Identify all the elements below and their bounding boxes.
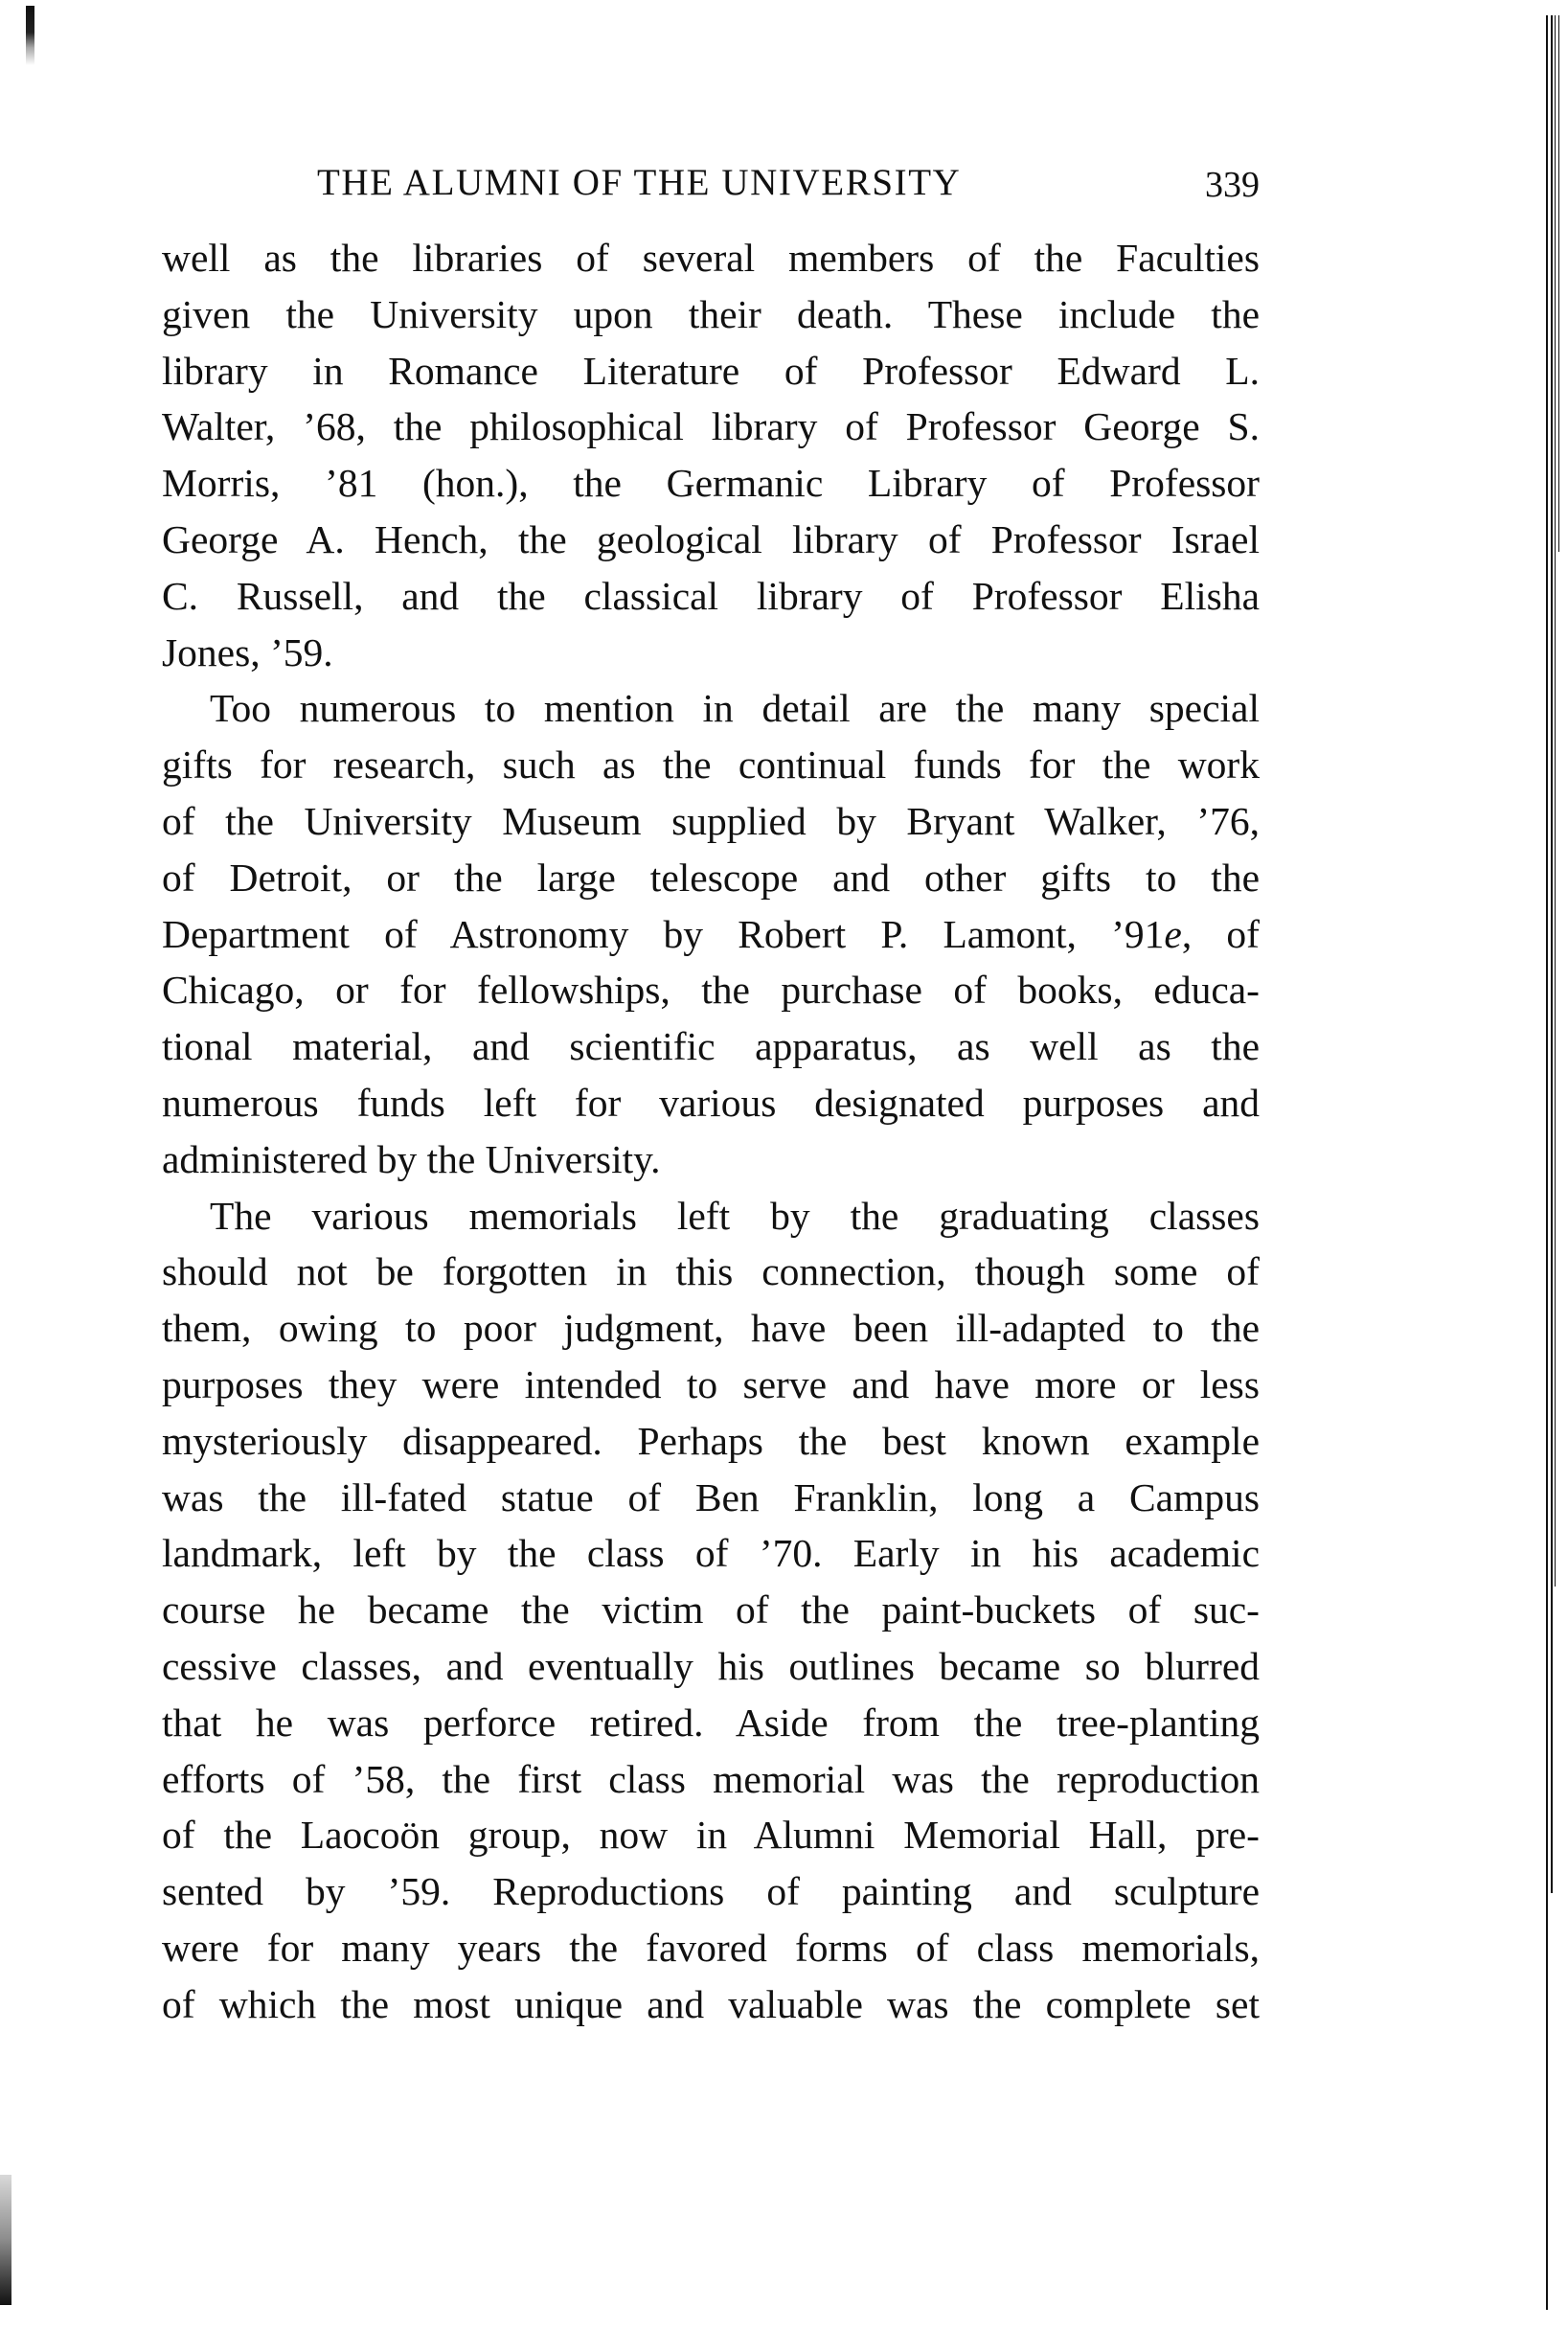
text-line: George A. Hench, the geological library of Professor Israel <box>162 516 1260 561</box>
text-line: efforts of ’58, the first class memorial was the reproduction <box>162 1756 1260 1801</box>
running-header-title: THE ALUMNI OF THE UNIVERSITY <box>317 162 962 203</box>
text-line: them, owing to poor judgment, have been ill-adapted to the <box>162 1306 1260 1351</box>
text-line: cessive classes, and eventually his outlines became so blurred <box>162 1643 1260 1688</box>
text-line: mysteriously disappeared. Perhaps the best known example <box>162 1418 1260 1463</box>
text-line: of the University Museum supplied by Bryant Walker, ’76, <box>162 798 1260 843</box>
text-line-part: Department of Astronomy by Robert P. Lamont, ’91 <box>162 911 1165 956</box>
text-line: well as the libraries of several members of the Faculties <box>162 236 1260 280</box>
text-line: Walter, ’68, the philosophical library of Professor George S. <box>162 404 1260 449</box>
page-number: 339 <box>1205 165 1260 205</box>
paragraph <box>162 1188 1260 2033</box>
text-line-part: , of <box>1181 911 1260 956</box>
text-line: should not be forgotten in this connection, though some of <box>162 1249 1260 1294</box>
scan-edge-artifact-top <box>26 6 34 65</box>
text-line: of which the most unique and valuable was the complete set <box>162 1981 1260 2026</box>
text-line: The various memorials left by the graduating classes <box>210 1193 1260 1238</box>
text-line: administered by the University. <box>162 1136 661 1181</box>
text-line: library in Romance Literature of Professor Edward L. <box>162 348 1260 393</box>
text-line: was the ill-fated statue of Ben Franklin, long a Campus <box>162 1474 1260 1519</box>
text-line: of Detroit, or the large telescope and other gifts to the <box>162 855 1260 900</box>
text-line: given the University upon their death. These include the <box>162 291 1260 336</box>
text-line: landmark, left by the class of ’70. Early in his academic <box>162 1531 1260 1576</box>
paragraph <box>162 680 1260 1187</box>
text-line: of the Laocoön group, now in Alumni Memorial Hall, pre- <box>162 1813 1260 1858</box>
text-line: C. Russell, and the classical library of Professor Elisha <box>162 573 1260 618</box>
text-line <box>162 906 1260 963</box>
text-line: course he became the victim of the paint-buckets of suc- <box>162 1587 1260 1633</box>
text-line: were for many years the favored forms of class memorials, <box>162 1925 1260 1970</box>
text-line: gifts for research, such as the continual funds for the work <box>162 742 1260 788</box>
running-header <box>162 159 1260 207</box>
text-line: Too numerous to mention in detail are the many special <box>210 686 1260 731</box>
text-line: Jones, ’59. <box>162 629 333 674</box>
binding-gutter-line <box>1555 15 1556 1587</box>
text-line: that he was perforce retired. Aside from the tree-planting <box>162 1700 1260 1745</box>
text-line: Morris, ’81 (hon.), the Germanic Library of Professor <box>162 461 1260 506</box>
scan-edge-artifact-bottom <box>0 2175 11 2305</box>
binding-gutter-line <box>1546 15 1548 2310</box>
paragraph <box>162 230 1260 680</box>
italic-suffix: e <box>1164 911 1182 956</box>
text-line: purposes they were intended to serve and have more or less <box>162 1361 1260 1406</box>
text-line: Chicago, or for fellowships, the purchase of books, educa- <box>162 968 1260 1013</box>
text-line: tional material, and scientific apparatus, as well as the <box>162 1024 1260 1069</box>
binding-gutter-line <box>1551 15 1553 1893</box>
text-line: sented by ’59. Reproductions of painting and sculpture <box>162 1869 1260 1914</box>
binding-gutter-line <box>1558 15 1559 552</box>
body-text <box>162 230 1260 2033</box>
text-line: numerous funds left for various designated purposes and <box>162 1080 1260 1125</box>
